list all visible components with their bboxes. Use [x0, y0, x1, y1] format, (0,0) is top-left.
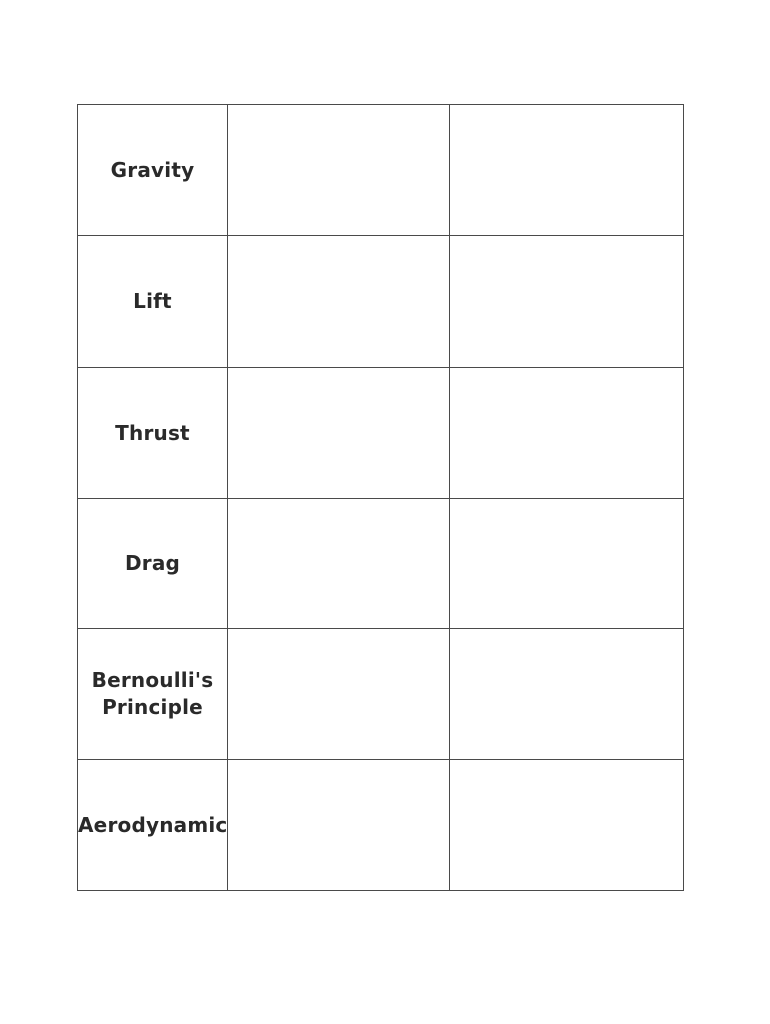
term-label: Gravity	[110, 157, 195, 182]
answer-cell-definition[interactable]	[228, 368, 450, 499]
table-row	[78, 760, 684, 891]
term-cell	[78, 236, 228, 368]
answer-cell-definition[interactable]	[228, 760, 450, 891]
answer-cell-definition[interactable]	[228, 629, 450, 760]
answer-cell-illustration[interactable]	[450, 236, 684, 368]
term-label: Lift	[133, 289, 172, 313]
table-row	[78, 368, 684, 499]
vocabulary-table	[77, 104, 684, 891]
answer-cell-illustration[interactable]	[450, 105, 684, 236]
term-label: Drag	[124, 551, 181, 575]
answer-cell-definition[interactable]	[228, 236, 450, 368]
term-cell	[78, 760, 228, 891]
term-cell	[78, 629, 228, 760]
table-row	[78, 236, 684, 368]
answer-cell-illustration[interactable]	[450, 368, 684, 499]
answer-cell-definition[interactable]	[228, 105, 450, 236]
table-row	[78, 499, 684, 629]
term-cell	[78, 499, 228, 629]
term-label: Bernoulli's Principle	[91, 668, 214, 719]
term-cell	[78, 105, 228, 236]
term-label: Thrust	[115, 420, 190, 445]
answer-cell-illustration[interactable]	[450, 629, 684, 760]
table-row	[78, 629, 684, 760]
answer-cell-definition[interactable]	[228, 499, 450, 629]
answer-cell-illustration[interactable]	[450, 760, 684, 891]
answer-cell-illustration[interactable]	[450, 499, 684, 629]
term-label: Aerodynamic	[78, 812, 228, 837]
term-cell	[78, 368, 228, 499]
table-row	[78, 105, 684, 236]
